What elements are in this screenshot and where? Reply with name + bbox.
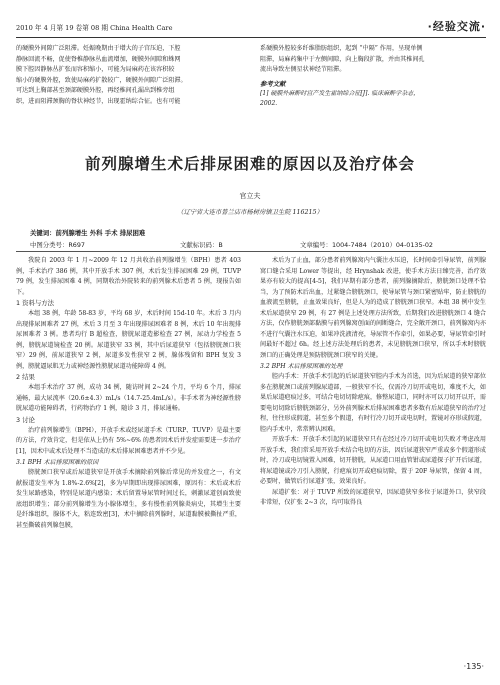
paragraph: 尿道扩张：对于 TUVP 所致的尿道狭窄，因尿道狭窄多位于尿道外口，狭窄段非常短，仅扩张 2~3 次，均可取得良 — [260, 488, 486, 506]
section-heading: 2 结果 — [16, 373, 35, 381]
paragraph: 治疗前列腺增生（BPH），开放手术或经尿道手术（TURP、TUVP）是最主要的方法，疗效肯定，但是依从上仍有 5%~6% 的患者因术后并发症需要进一步治疗[1]，因术中或术后处理不当造成的术后排尿困难患者并不少见。 — [16, 426, 241, 455]
top-right-column — [260, 44, 486, 109]
paragraph: 开放手术：开放手术引起的尿道狭窄只有在经过冷刀切开或电切失败才考虑改用开放手术，我们常采用开放手术结合电切的方法，因后尿道狭窄严重或多个假道形成时，冷刀或电切镜置入困难，切开膀胱，从尿道口用血管钳或尿道探子扩开后尿道，将尿道镜或冷刀引入膀胱，行疤痕切开或疤痕切除，置于 20F 导尿管，保留 4 周，必要时，做管后行尿道扩张，效果良好。 — [260, 436, 486, 485]
clc-number: 中图分类号：R697 — [30, 241, 85, 249]
body-right-column — [260, 256, 486, 509]
paragraph: 术后为了止血，部分患者前列腺窝内气囊注水压迫，长时间牵引导尿管，前列腺窝口缝合采用 Lower 等提出，经 Hrynshak 改进，使手术方法日臻完善，治疗效果亦有较大的提高[4-5]，我们早期有部分患者，前列腺摘除后，膀胱颈口处理不恰当，为了预防术后出血，过紧缝合膀胱颈口，使导尿管与颈口紧密贴牢，防止膀胱的血液流至膀胱，止血效果良好，但是人为的造成了膀胱颈口狭窄。本组 38 例中发生术后尿道狭窄 29 例，有 27 例是上述处理方法所致，后期我们改进膀胱颈口 4 缝合方法，仅作膀胱颈部黏膜与前列腺窝创面的间断缝合，完全敞开颈口，前列腺窝内亦不进行气囊注水压迫，如果冲洗液清亮，导尿管不作牵引，如果必要，导尿管牵引时间最好不超过 6h。经上述方法处理后的患者，未见膀胱颈口狭窄，所以手术时膀胱颈口的正确处理是预防膀胱颈口狭窄的关键。 — [260, 257, 487, 359]
text-line: 静脉回流不畅，促使脊椎静脉丛血流增加，硬膜外间隙和蛛网 — [16, 55, 181, 63]
text-line: 流出导致左侧星状神经节阻滞。 — [260, 66, 346, 73]
divider — [16, 251, 486, 252]
body-left-column — [16, 256, 241, 531]
text-line: 缩小的硬膜外腔，致使局麻药扩散较广，硬膜外间隙广泛阻滞。 — [16, 76, 187, 84]
reference-line: [1] 硬膜外麻醉时宫产发生霍纳综合征[J]. 临床麻醉学杂志， — [260, 90, 420, 97]
article-number: 文章编号：1004-7484（2010）04-0135-02 — [300, 241, 433, 249]
running-header — [16, 10, 486, 38]
reference-line: 2002. — [260, 100, 278, 107]
section-heading: 3 讨论 — [16, 415, 35, 424]
text-line: 织，进而阻滞颈胸的脊状神经节，出现霍纳综合征。也有可能 — [16, 97, 181, 105]
paragraph: 本组手术治疗 37 例，成功 34 例，随访时间 2~24 个月，平均 6 个月，排尿通畅，最大尿流率（20.6±4.3）mL/s（14.7-25.4mL/s）。非手术者为神经源性膀胱尿道功能障碍者，行药物治疗 1 例，随诊 3 月，排尿通畅。 — [16, 384, 241, 412]
text-line: 可达到上胸部甚至颈部硬膜外腔，再经椎间孔漏出到椎旁组 — [16, 87, 175, 94]
keywords: 关键词：前列腺增生 外科 手术 排尿困难 — [30, 229, 146, 237]
journal-line: 2010 年 4 月第 19 卷第 08 期 China Health Care — [16, 24, 173, 32]
paragraph: 本组 38 例，年龄 58-83 岁，平均 68 岁，术后时间 15d-10 年。术后 3 月内出现排尿困难者 27 例，术后 3 月至 3 年出现排尿困难者 8 例，术后 10 年出现排尿困难者 3 例。患者均行 B 超检查，膀胱尿道造影检查 27 例，尿动力学检查 5 例，膀胱尿道镜检查 20 例。尿道狭窄 33 例，其中后尿道狭窄（包括膀胱颈口狭窄）29 例，前尿道狭窄 2 例，尿道多发性狭窄 2 例，腺体残留和 BPH 复发 3 例，膀胱逼尿肌无力或神经源性膀胱尿道功能障碍 4 例。 — [16, 310, 241, 370]
text-line: 膜下腔因静脉丛扩张而容积缩小，可能为局麻药在该容积较 — [16, 66, 175, 73]
references-list — [260, 89, 486, 109]
text-line: 阻滞，局麻药集中于左侧间隙，向上胸段扩散，并由其椎间孔 — [260, 55, 425, 63]
paragraph: 膀胱颈口狭窄或后尿道狭窄是开放手术摘除前列腺后常见的并发症之一，有文献报道发生率为 1.8%-2.6%[2]，多为早期即出现排尿困难，原因有：术后或术后发生尿路感染，特别是尿道内感染；术后留置导尿管时间过长，刺激尿道创面致使底组织增生；部分前列腺增生为小腺体增生，多有慢性前列腺炎病史，其增生主要是纤维组织，腺体不大，粘连致密[3]，术中摘除前列腺时，尿道黏膜被撕扯严重，甚至撕破前列腺包膜， — [16, 469, 241, 529]
section-heading: 1 资料与方法 — [16, 299, 55, 307]
text-line: 系硬膜外腔较多纤维脂肪组织，起到 “中隔” 作用，呈现单侧 — [260, 45, 423, 52]
affiliation: （辽宁省大连市普兰店市杨树房镇卫生院 116215） — [177, 209, 323, 216]
section-label: ·经验交流· — [427, 20, 486, 33]
paragraph: 腔内手术：开放手术引起的后尿道狭窄腔内手术为首选，因为后尿道的狭窄部位多在膀胱颈口或前列腺尿道部，一般狭窄不长，仅需冷刀切开或电切，难度不大，如果后尿道疤痕过多，可结合电切切除疤痕，修整尿道口，同时亦可以刀切开以开，需要电切切除后膀胱颈部分，另外前列腺术后排尿困难患者多数有后尿道狭窄的治疗过程，往往形成假道，甚至多个假道，有时行冷刀切开或电切时，置镜对亦形成假道，腔内手术中，常常辨认困难。 — [260, 373, 486, 433]
references-heading: 参考文献 — [260, 79, 286, 88]
subsection-heading: 3.2 BPH 术后排尿困难的处理 — [260, 363, 343, 370]
page-number: ·135· — [463, 662, 484, 671]
text-line: 的硬膜外间隙广泛阻滞。妊娠晚期由于增大的子宫压迫，下腔 — [16, 45, 181, 52]
author: 官立夫 — [239, 192, 261, 200]
paragraph: 我院自 2003 年 1 月~2009 年 12 月共收治前列腺增生（BPH）患者 403 例，手术治疗 386 例，其中开放手术 307 例，术后发生排尿困难 29 例，TUVP 79 例，发生排尿困难 4 例，同期收治外院转来的前列腺术后患者 5 例，现报告如下。 — [16, 257, 241, 296]
article-title: 前列腺增生术后排尿困难的原因以及治疗体会 — [84, 155, 415, 173]
document-code: 文献标识码：B — [180, 241, 223, 249]
subsection-heading: 3.1 BPH 术后排尿困难的原因 — [16, 459, 99, 466]
top-left-column — [16, 44, 241, 107]
